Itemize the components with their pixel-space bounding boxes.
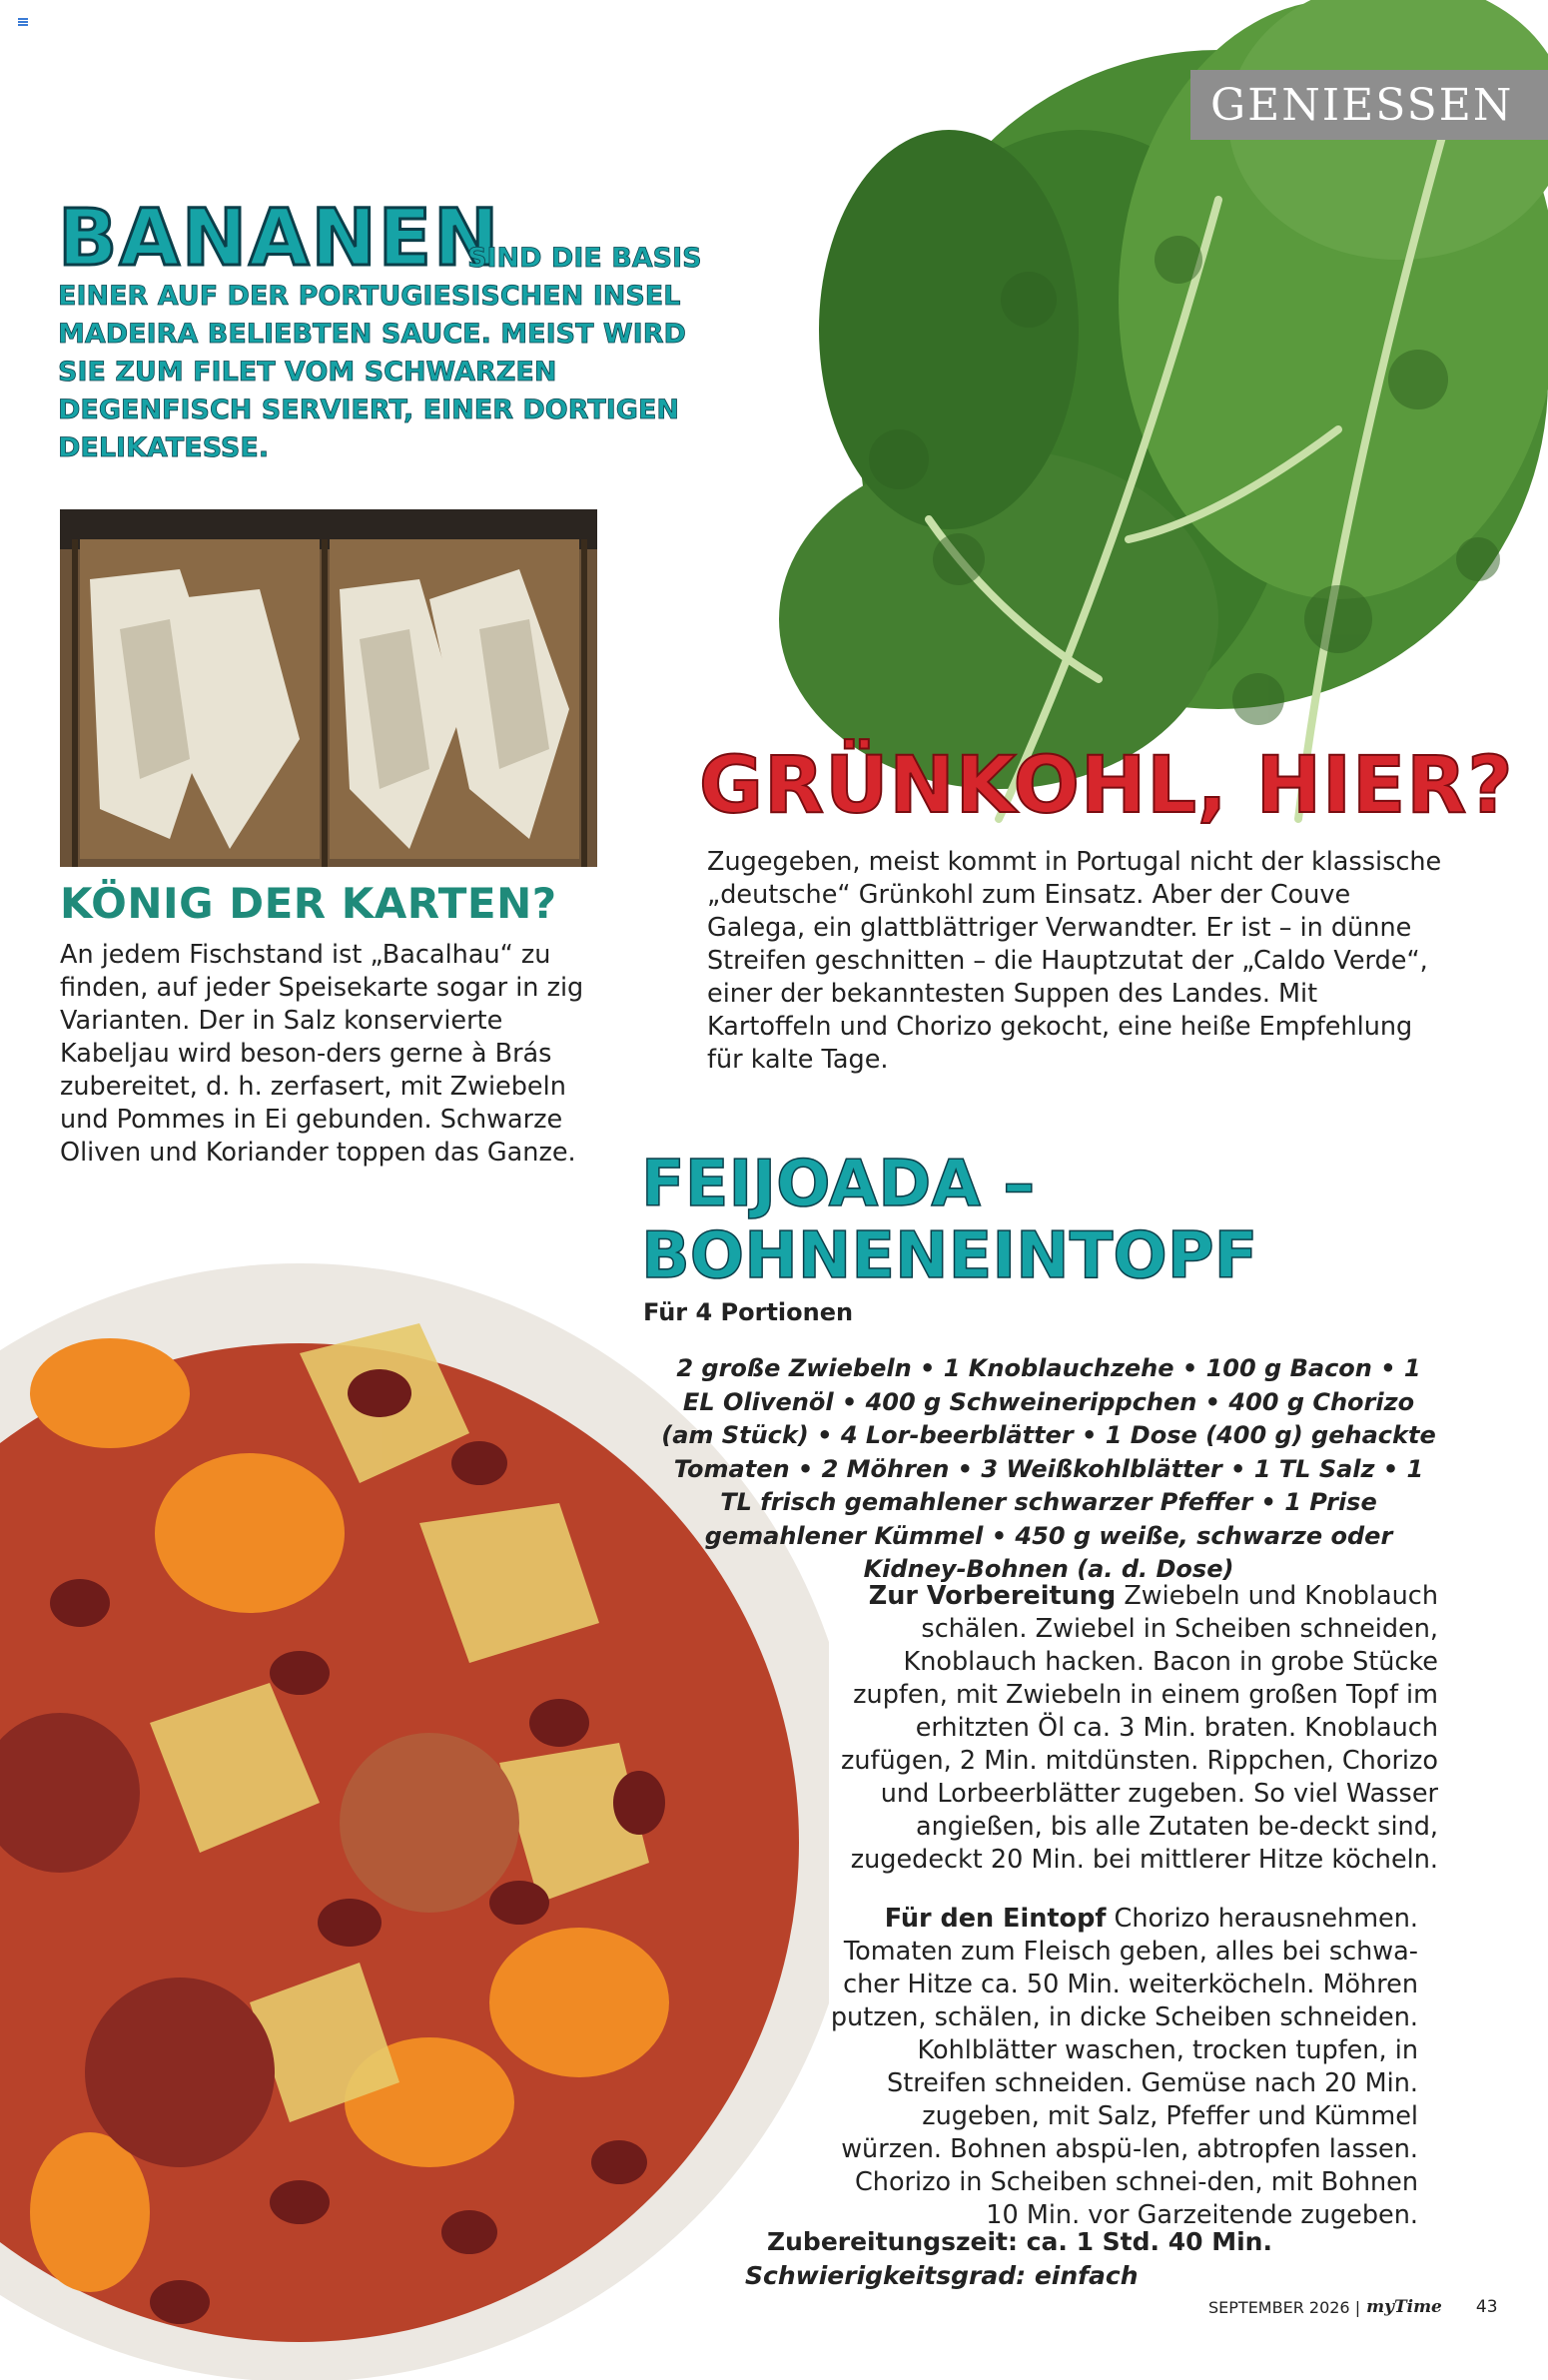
prep-text: Zwiebeln und Knoblauch schälen. Zwiebel in Scheiben schneiden, Knoblauch hacken. Bacon in grobe Stücke zupfen, mit Zwiebeln in einem großen Topf im erhitzten Öl ca. 3 Min. braten. Knoblauch zufügen, 2 Min. mitdünsten. Rippchen, Chorizo und Lorbeerblätter zugeben. So viel Wasser angießen, bis alle Zutaten be-deckt sind, zugedeckt 20 Min. bei mittlerer Hitze köcheln. (840, 1581, 1438, 1875)
bananen-text: EINER AUF DER PORTUGIESISCHEN INSEL MADEIRA BELIEBTEN SAUCE. MEIST WIRD SIE ZUM FILET VOM SCHWARZEN DEGENFISCH SERVIERT, EINER DORTIGEN DELIKATESSE. (58, 281, 686, 463)
eintopf-text: Chorizo herausnehmen. Tomaten zum Fleisch geben, alles bei schwa-cher Hitze ca. 50 Min. weiterköcheln. Möhren putzen, schälen, in dicke Scheiben schneiden. Kohlblätter waschen, trocken tupfen, in Streifen schneiden. Gemüse nach 20 Min. zugeben, mit Salz, Pfeffer und Kümmel würzen. Bohnen abspü-len, abtropfen lassen. Chorizo in Scheiben schnei-den, mit Bohnen 10 Min. vor Garzeitende zugeben. (830, 1904, 1418, 2230)
konig-heading: KÖNIG DER KARTEN? (60, 879, 557, 928)
menu-icon[interactable] (18, 18, 28, 26)
bananen-headline: BANANEN (58, 194, 501, 284)
page-footer (1208, 2297, 1498, 2317)
gruenkohl-paragraph: Zugegeben, meist kommt in Portugal nicht der klassische „deutsche“ Grünkohl zum Einsatz. Aber der Couve Galega, ein glattblättriger Verwandter. Er ist – in dünne Streifen geschnitten – die Hauptzutat der „Caldo Verde“, einer der bekanntesten Suppen des Landes. Mit Kartoffeln und Chorizo gekocht, eine heiße Empfehlung für kalte Tage. (707, 847, 1442, 1075)
prep-label: Zur Vorbereitung (868, 1581, 1117, 1611)
ingredients-list: 2 große Zwiebeln • 1 Knoblauchzehe • 100 g Bacon • 1 EL Olivenöl • 400 g Schweinerippchen • 400 g Chorizo (am Stück) • 4 Lor-beerblätter • 1 Dose (400 g) gehackte Tomaten • 2 Möhren • 3 Weißkohlblätter • 1 TL Salz • 1 TL frisch gemahlener schwarzer Pfeffer • 1 Prise gemahlener Kümmel • 450 g weiße, schwarze oder Kidney-Bohnen (a. d. Dose) (661, 1354, 1436, 1583)
brand-logo: myTime (1366, 2297, 1442, 2317)
feijoada-heading-line1: FEIJOADA – (641, 1148, 1036, 1221)
page-number: 43 (1475, 2297, 1498, 2317)
issue-label: SEPTEMBER 2026 | (1208, 2297, 1361, 2317)
prep-time: Zubereitungszeit: ca. 1 Std. 40 Min. (767, 2227, 1272, 2256)
feijoada-heading (641, 1149, 1257, 1292)
difficulty: Schwierigkeitsgrad: einfach (745, 2261, 1139, 2290)
prep-step (819, 1580, 1438, 1877)
feijoada-heading-line2: BOHNENEINTOPF (641, 1219, 1258, 1293)
gruenkohl-heading: GRÜNKOHL, HIER? (699, 741, 1514, 831)
konig-paragraph: An jedem Fischstand ist „Bacalhau“ zu finden, auf jeder Speisekarte sogar in zig Varianten. Der in Salz konservierte Kabeljau wird beson-ders gerne à Brás zubereitet, d. h. zerfasert, mit Zwiebeln und Pommes in Ei gebunden. Schwarze Oliven und Koriander toppen das Ganze. (60, 940, 584, 1168)
bacalhau-photo (60, 509, 597, 867)
section-badge: GENIESSEN (1190, 70, 1548, 140)
eintopf-label: Für den Eintopf (884, 1904, 1107, 1934)
eintopf-step (819, 1903, 1418, 2232)
bananen-subline: SIND DIE BASIS (467, 243, 702, 274)
portions: Für 4 Portionen (643, 1298, 854, 1326)
